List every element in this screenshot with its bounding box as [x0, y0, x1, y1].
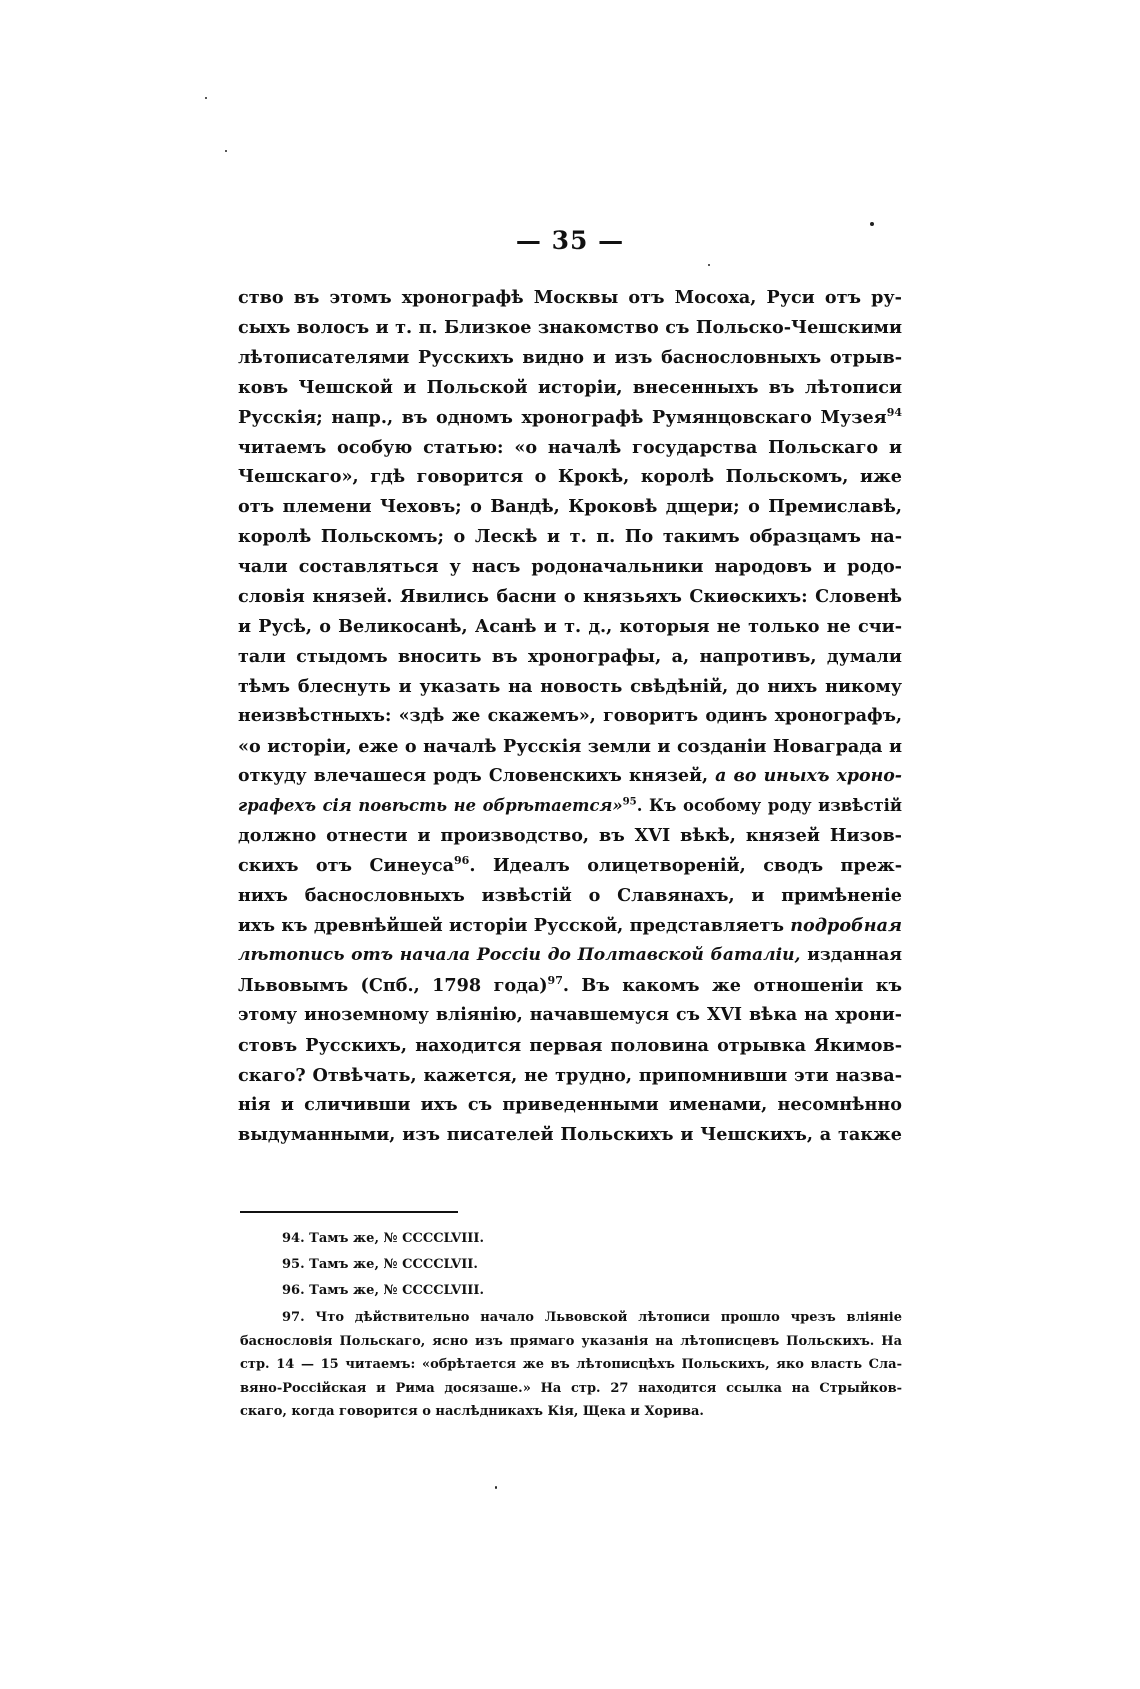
text-line: словія князей. Явились басни о князьяхъ Скиѳскихъ: Словенѣ	[238, 586, 902, 608]
text-line	[238, 762, 902, 792]
text-line	[238, 971, 902, 1001]
text-line	[238, 403, 902, 433]
footnote-ref-96: 96	[454, 854, 470, 868]
footnotes	[240, 1226, 902, 1424]
italic-segment: а во иныхъ хроно-	[715, 765, 903, 786]
footnote-line: вяно-Россійская и Рима досязаше.» На стр. 27 находится ссылка на Стрыйков-	[240, 1380, 902, 1396]
italic-segment: подробная	[790, 915, 902, 937]
scan-speck	[205, 97, 207, 99]
footnote-96	[240, 1278, 902, 1304]
text-line: нихъ баснословныхъ извѣстій о Славянахъ, и примѣненіе	[238, 885, 902, 907]
text-line: неизвѣстныхъ: «здѣ же скажемъ», говоритъ одинъ хронографъ,	[238, 705, 902, 726]
text-line: отъ племени Чеховъ; о Вандѣ, Кроковѣ дщери; о Премиславѣ,	[238, 496, 902, 518]
text-line: скаго? Отвѣчать, кажется, не трудно, припомнивши эти назва-	[238, 1064, 902, 1086]
footnote-text: Тамъ же, № CCCCLVIII.	[309, 1231, 484, 1246]
text-line: тали стыдомъ вносить въ хронографы, а, напротивъ, думали	[238, 645, 902, 667]
text-line: тѣмъ блеснуть и указать на новость свѣдѣній, до нихъ никому	[238, 675, 902, 697]
text-line	[238, 941, 902, 971]
text-line: ковъ Чешской и Польской исторіи, внесенныхъ въ лѣтописи	[238, 376, 902, 398]
text-segment: . Къ особому роду извѣстій	[636, 796, 902, 816]
text-segment: . Въ какомъ же отношеніи къ	[562, 974, 902, 996]
text-line: «о исторіи, еже о началѣ Русскія земли и созданіи Новаграда и	[238, 735, 902, 757]
text-line: выдуманными, изъ писателей Польскихъ и Чешскихъ, а также	[238, 1124, 902, 1146]
italic-segment: лѣтопись отъ начала Россіи до Полтавской баталіи,	[238, 944, 801, 965]
text-line: ство въ этомъ хронографѣ Москвы отъ Мосоха, Руси отъ ру-	[238, 287, 902, 308]
footnote-ref-97: 97	[547, 973, 563, 987]
page-number: — 35 —	[515, 226, 625, 255]
footnote-number: 94.	[282, 1231, 305, 1246]
text-line: читаемъ особую статью: «о началѣ государства Польскаго и	[238, 436, 902, 458]
text-segment: Русскія; напр., въ одномъ хронографѣ Румянцовскаго Музея	[238, 406, 887, 428]
italic-segment: графехъ сія повѣсть не обрѣтается»	[238, 796, 623, 816]
text-segment: . Идеалъ олицетвореній, сводъ преж-	[469, 855, 902, 877]
main-text	[238, 283, 902, 1150]
text-segment: ихъ къ древнѣйшей исторіи Русской, представляетъ	[238, 915, 784, 937]
text-line: Чешскаго», гдѣ говорится о Крокѣ, королѣ Польскомъ, иже	[238, 466, 902, 488]
text-line: этому иноземному вліянію, начавшемуся съ XVI вѣка на хрони-	[238, 1004, 902, 1025]
text-segment: Львовымъ (Спб., 1798 года)	[238, 974, 548, 996]
footnote-95	[240, 1252, 902, 1278]
footnote-97	[240, 1306, 902, 1424]
scan-speck	[495, 1486, 497, 1489]
text-line: королѣ Польскомъ; о Лескѣ и т. п. По такимъ образцамъ на-	[238, 526, 902, 548]
footnote-line: 97. Что дѣйствительно начало Львовской лѣтописи прошло чрезъ вліяніе	[282, 1310, 902, 1325]
text-line: стовъ Русскихъ, находится первая половина отрывка Якимов-	[238, 1034, 902, 1056]
footnote-line: стр. 14 — 15 читаемъ: «обрѣтается же въ лѣтописцѣхъ Польскихъ, яко власть Сла-	[240, 1357, 902, 1372]
footnote-line: скаго, когда говорится о наслѣдникахъ Кія, Щека и Хорива.	[240, 1404, 704, 1419]
text-segment: скихъ отъ Синеуса	[238, 855, 455, 877]
text-segment: изданная	[807, 944, 902, 965]
text-line: и Русѣ, о Великосанѣ, Асанѣ и т. д., которыя не только не счи-	[238, 615, 902, 637]
text-line: сыхъ волосъ и т. п. Близкое знакомство съ Польско-Чешскими	[238, 316, 902, 338]
text-line	[238, 911, 902, 941]
text-segment: откуду влечашеся родъ Словенскихъ князей,	[238, 765, 708, 786]
footnote-text: Тамъ же, № CCCCLVII.	[309, 1257, 478, 1272]
text-line: лѣтописателями Русскихъ видно и изъ баснословныхъ отрыв-	[238, 346, 902, 368]
scan-speck	[708, 264, 710, 266]
text-line: должно отнести и производство, въ XVI вѣкѣ, князей Низов-	[238, 825, 902, 847]
scan-speck	[870, 222, 874, 226]
text-line	[238, 851, 902, 881]
footnote-ref-94: 94	[886, 405, 902, 419]
footnote-text: Тамъ же, № CCCCLVIII.	[309, 1283, 484, 1298]
text-line	[238, 791, 902, 821]
footnote-divider	[240, 1211, 458, 1213]
footnote-number: 95.	[282, 1257, 305, 1272]
text-line: чали составляться у насъ родоначальники народовъ и родо-	[238, 556, 902, 578]
footnote-line: баснословія Польскаго, ясно изъ прямаго указанія на лѣтописцевъ Польскихъ. На	[240, 1333, 902, 1349]
text-line: нія и сличивши ихъ съ приведенными именами, несомнѣнно	[238, 1094, 902, 1116]
footnote-94	[240, 1226, 902, 1252]
footnote-ref-95: 95	[622, 795, 637, 808]
scan-speck	[225, 150, 227, 152]
footnote-number: 96.	[282, 1283, 305, 1298]
